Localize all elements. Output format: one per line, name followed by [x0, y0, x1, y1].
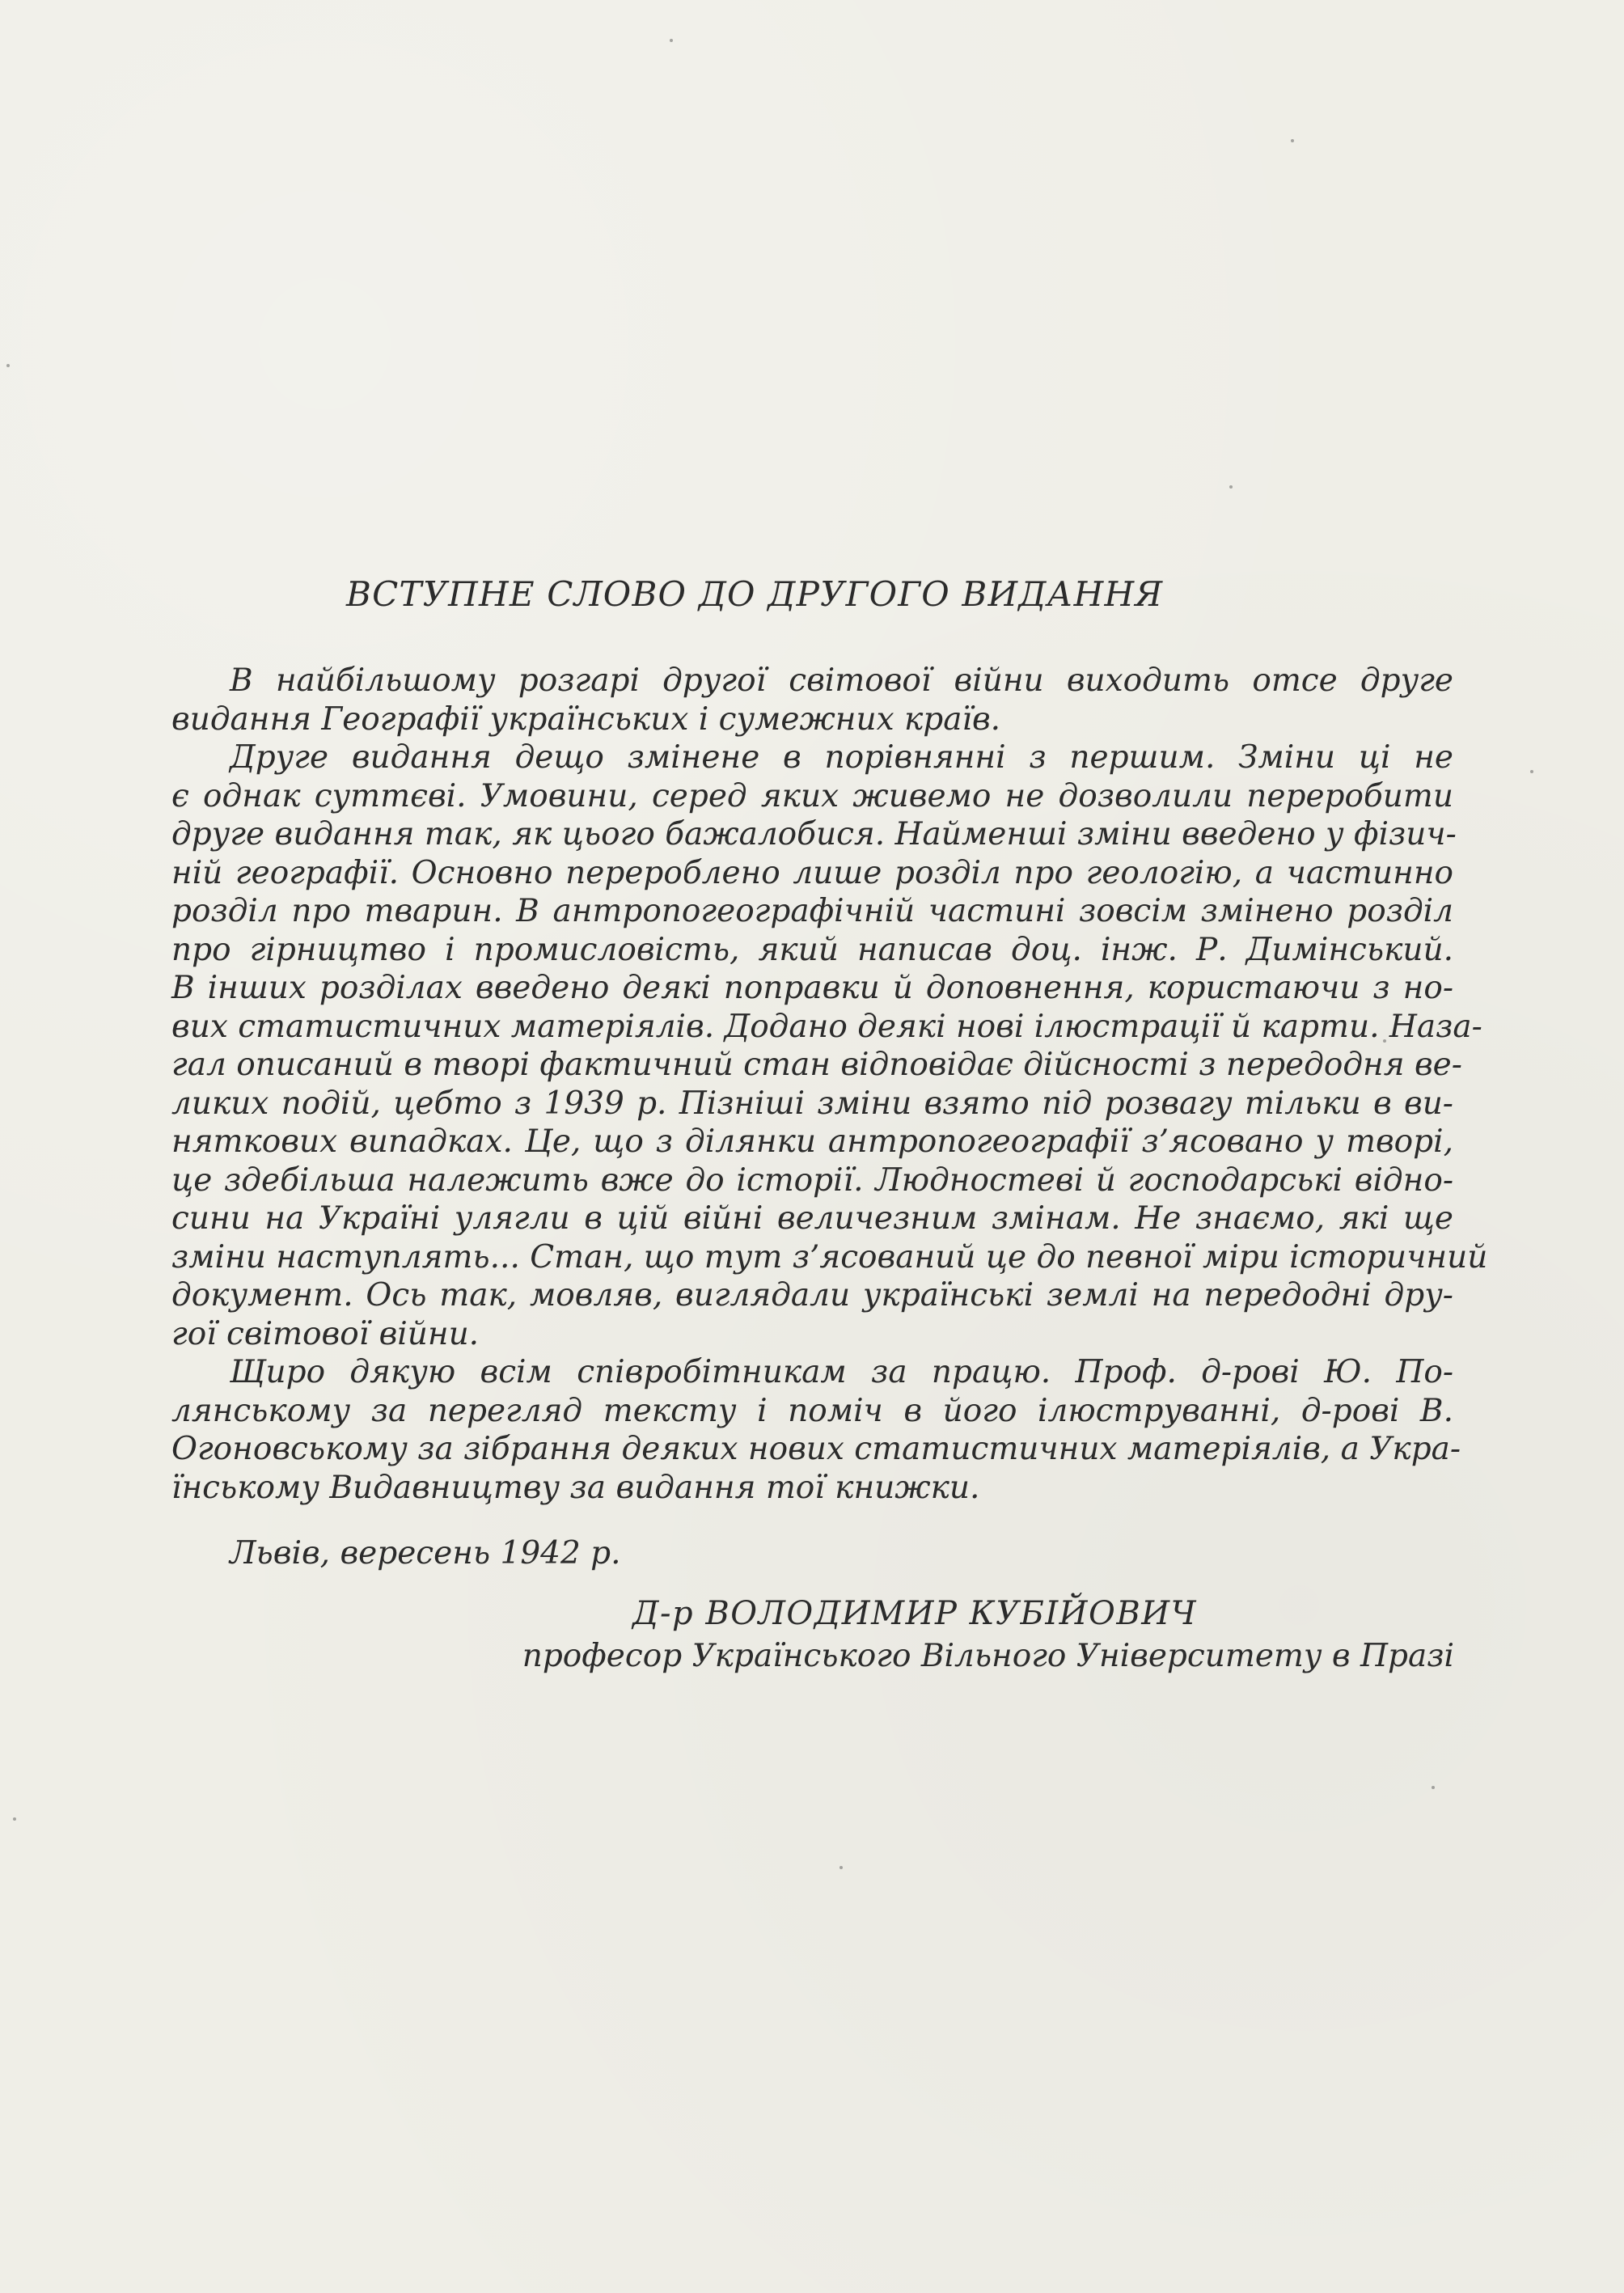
text-line: друге видання так, як цього бажалобися. Найменші зміни введено у фізич- — [171, 816, 1457, 852]
paper-speck — [13, 1817, 16, 1821]
text-line: видання Географії українських і сумежних країв. — [171, 700, 1001, 738]
place-date: Львів, вересень 1942 р. — [230, 1535, 621, 1572]
text-line: ній географії. Основно перероблено лише розділ про геологію, а частинно — [171, 854, 1453, 891]
page-title: ВСТУПНЕ СЛОВО ДО ДРУГОГО ВИДАННЯ — [346, 574, 1164, 614]
text-line: є однак суттєві. Умовини, серед яких живемо не дозволили переробити — [171, 777, 1453, 814]
text-line: ликих подій, цебто з 1939 р. Пізніші зміни взято під розвагу тільки в ви- — [171, 1085, 1453, 1122]
text-line: це здебільша належить вже до історії. Людностеві й господарські відно- — [171, 1161, 1453, 1199]
text-line: гал описаний в творі фактичний стан відповідає дійсності з передодня ве- — [171, 1047, 1462, 1083]
paper-speck — [670, 39, 673, 42]
document-body — [171, 662, 1488, 1507]
paper-speck — [1229, 485, 1233, 489]
text-line: лянському за перегляд тексту і поміч в його ілюструванні, д-рові В. — [171, 1392, 1453, 1429]
paper-speck — [6, 364, 10, 367]
text-line: сини на Україні улягли в цій війні величезним змінам. Не знаємо, які ще — [171, 1200, 1453, 1237]
text-line: про гірництво і промисловість, який написав доц. інж. Р. Димінський. — [171, 931, 1453, 968]
paper-speck — [1530, 770, 1533, 773]
text-line: зміни наступлять... Стан, що тут з’ясований це до певної міри історичний — [171, 1238, 1488, 1276]
paper-speck — [1291, 139, 1294, 142]
text-line: Огоновському за зібрання деяких нових статистичних матеріялів, а Укра- — [171, 1431, 1461, 1467]
paper-speck — [839, 1866, 843, 1869]
signature-role: професор Українського Вільного Університету в Празі — [522, 1638, 1454, 1674]
text-line: В найбільшому розгарі другої світової війни виходить отсе друге — [230, 662, 1453, 699]
text-line: їнському Видавництву за видання тої книжки. — [171, 1469, 980, 1506]
text-line: Друге видання дещо змінене в порівнянні з першим. Зміни ці не — [230, 739, 1453, 776]
text-line: вих статистичних матеріялів. Додано деякі нові ілюстрації й карти. Наза- — [171, 1008, 1482, 1045]
text-line: розділ про тварин. В антропогеографічній частині зовсім змінено розділ — [171, 893, 1453, 929]
text-line: гої світової війни. — [171, 1315, 480, 1352]
signature-name: Д-р ВОЛОДИМИР КУБІЙОВИЧ — [632, 1595, 1198, 1632]
text-line: Щиро дякую всім співробітникам за працю. Проф. д-рові Ю. По- — [230, 1354, 1453, 1390]
text-line: няткових випадках. Це, що з ділянки антропогеографії з’ясовано у творі, — [171, 1123, 1453, 1160]
text-line: В інших розділах введено деякі поправки й доповнення, користаючи з но- — [171, 970, 1453, 1006]
text-line: документ. Ось так, мовляв, виглядали українські землі на передодні дру- — [171, 1277, 1453, 1314]
paper-speck — [1432, 1786, 1435, 1789]
